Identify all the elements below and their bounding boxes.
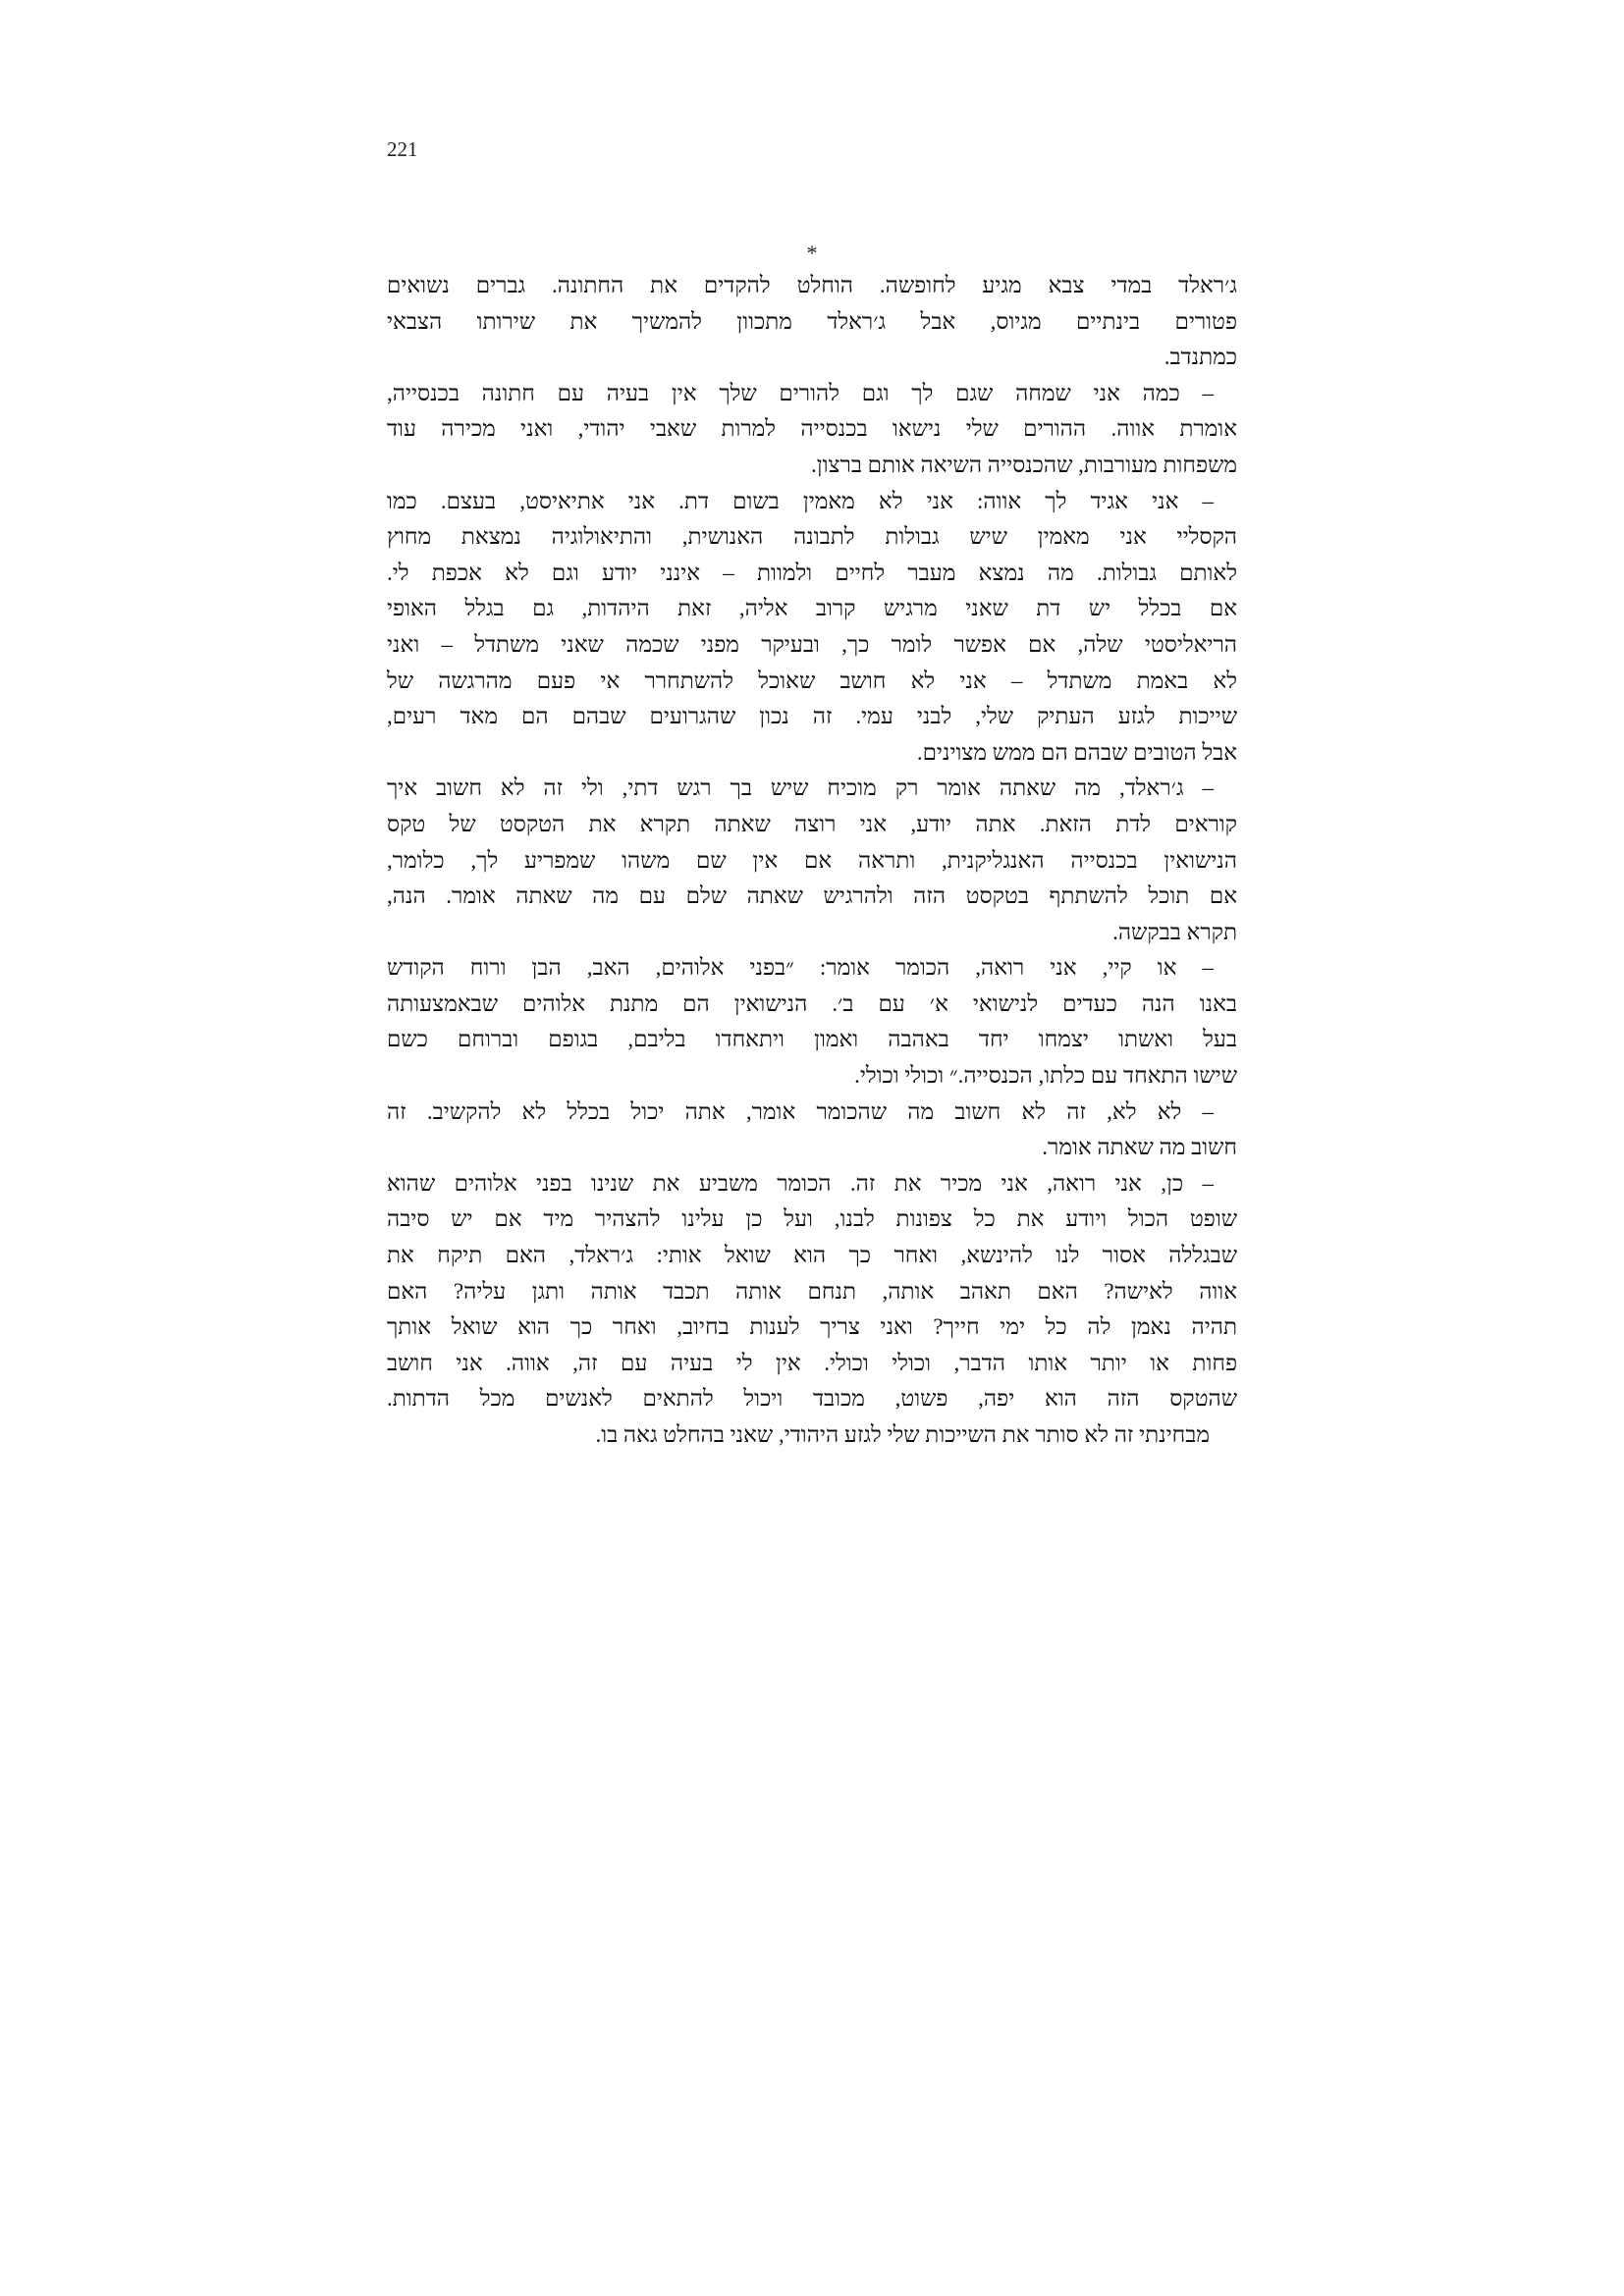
text-line: הריאליסטי שלה, אם אפשר לומר כך, ובעיקר מפני שכמה שאני משתדל – ואני [387,631,1237,657]
text-line: שישו התאחד עם כלתו, הכנסייה.״ וכולי וכולי. [854,1063,1237,1089]
text-line: באנו הנה כעדים לנישואי א׳ עם ב׳. הנישואין הם מתנת אלוהים שבאמצעותה [387,990,1237,1016]
paragraph [387,771,1237,950]
text-line: לא באמת משתדל – אני לא חושב שאוכל להשתחרר אי פעם מהרגשה של [387,667,1237,693]
text-line: – אני אגיד לך אווה: אני לא מאמין בשום דת. אני אתיאיסט, בעצם. כמו [387,488,1214,513]
text-line: אם תוכל להשתתף בטקסט הזה ולהרגיש שאתה שלם עם מה שאתה אומר. הנה, [387,883,1237,909]
text-line: הקסליי אני מאמין שיש גבולות לתבונה האנושית, והתיאולוגיה נמצאת מחוץ [387,524,1237,550]
text-line: שופט הכול ויודע את כל צפונות לבנו, ועל כן עלינו להצהיר מיד אם יש סיבה [387,1206,1237,1232]
paragraph [387,268,1237,376]
text-line: שהטקס הזה הוא יפה, פשוט, מכובד ויכול להתאים לאנשים מכל הדתות. [387,1386,1237,1412]
paragraph [387,1095,1237,1166]
text-line: לאותם גבולות. מה נמצא מעבר לחיים ולמוות – אינני יודע וגם לא אכפת לי. [387,560,1237,585]
text-line: – לא לא, זה לא חשוב מה שהכומר אומר, אתה יכול בכלל לא להקשיב. זה [387,1098,1214,1124]
text-line: – ג׳ראלד, מה שאתה אומר רק מוכיח שיש בך רגש דתי, ולי זה לא חשוב איך [387,775,1214,801]
paragraph [387,1166,1237,1454]
text-line: שבגללה אסור לנו להינשא, ואחר כך הוא שואל אותי: ג׳ראלד, האם תיקח את [387,1243,1237,1268]
text-line: משפחות מעורבות, שהכנסייה השיאה אותם ברצון. [810,452,1237,477]
page-number: 221 [387,137,418,161]
body-text [387,268,1237,1454]
paragraph [387,950,1237,1094]
text-line: אומרת אווה. ההורים שלי נישאו בכנסייה למרות שאבי יהודי, ואני מכירה עוד [387,416,1237,442]
text-line: אווה לאישה? האם תאהב אותה, תנחם אותה תכבד אותה ותגן עליה? האם [387,1278,1237,1304]
section-separator: * [806,240,818,265]
text-line: ג׳ראלד במדי צבא מגיע לחופשה. הוחלט להקדים את החתונה. גברים נשואים [387,273,1237,297]
text-line: תקרא בבקשה. [1112,919,1237,944]
text-line: מבחינתי זה לא סותר את השייכות שלי לגזע היהודי, שאני בהחלט גאה בו. [595,1422,1210,1447]
text-line: – כן, אני רואה, אני מכיר את זה. הכומר משביע את שנינו בפני אלוהים שהוא [387,1170,1214,1196]
text-line: פטורים בינתיים מגיוס, אבל ג׳ראלד מתכוון להמשיך את שירותו הצבאי [387,308,1237,334]
text-line: פחות או יותר אותו הדבר, וכולי וכולי. אין לי בעיה עם זה, אווה. אני חושב [387,1350,1237,1375]
paragraph [387,484,1237,772]
text-line: תהיה נאמן לה כל ימי חייך? ואני צריך לענות בחיוב, ואחר כך הוא שואל אותך [387,1314,1237,1340]
text-line: אם בכלל יש דת שאני מרגיש קרוב אליה, זאת היהדות, גם בגלל האופי [387,596,1237,621]
text-line: אבל הטובים שבהם הם ממש מצוינים. [916,739,1237,765]
text-line: כמתנדב. [1164,345,1237,370]
text-line: בעל ואשתו יצמחו יחד באהבה ואמון ויתאחדו בליבם, בגופם וברוחם כשם [387,1027,1237,1052]
text-line: הנישואין בכנסייה האנגליקנית, ותראה אם אין שם משהו שמפריע לך, כלומר, [387,847,1237,873]
paragraph [387,376,1237,484]
text-line: – כמה אני שמחה שגם לך וגם להורים שלך אין בעיה עם חתונה בכנסייה, [387,380,1214,405]
text-line: חשוב מה שאתה אומר. [1042,1135,1237,1160]
text-line: קוראים לדת הזאת. אתה יודע, אני רוצה שאתה תקרא את הטקסט של טקס [387,811,1237,836]
text-line: שייכות לגזע העתיק שלי, לבני עמי. זה נכון שהגרועים שבהם הם מאד רעים, [387,704,1237,729]
text-line: – או קיי, אני רואה, הכומר אומר: ״בפני אלוהים, האב, הבן ורוח הקודש [387,955,1214,981]
